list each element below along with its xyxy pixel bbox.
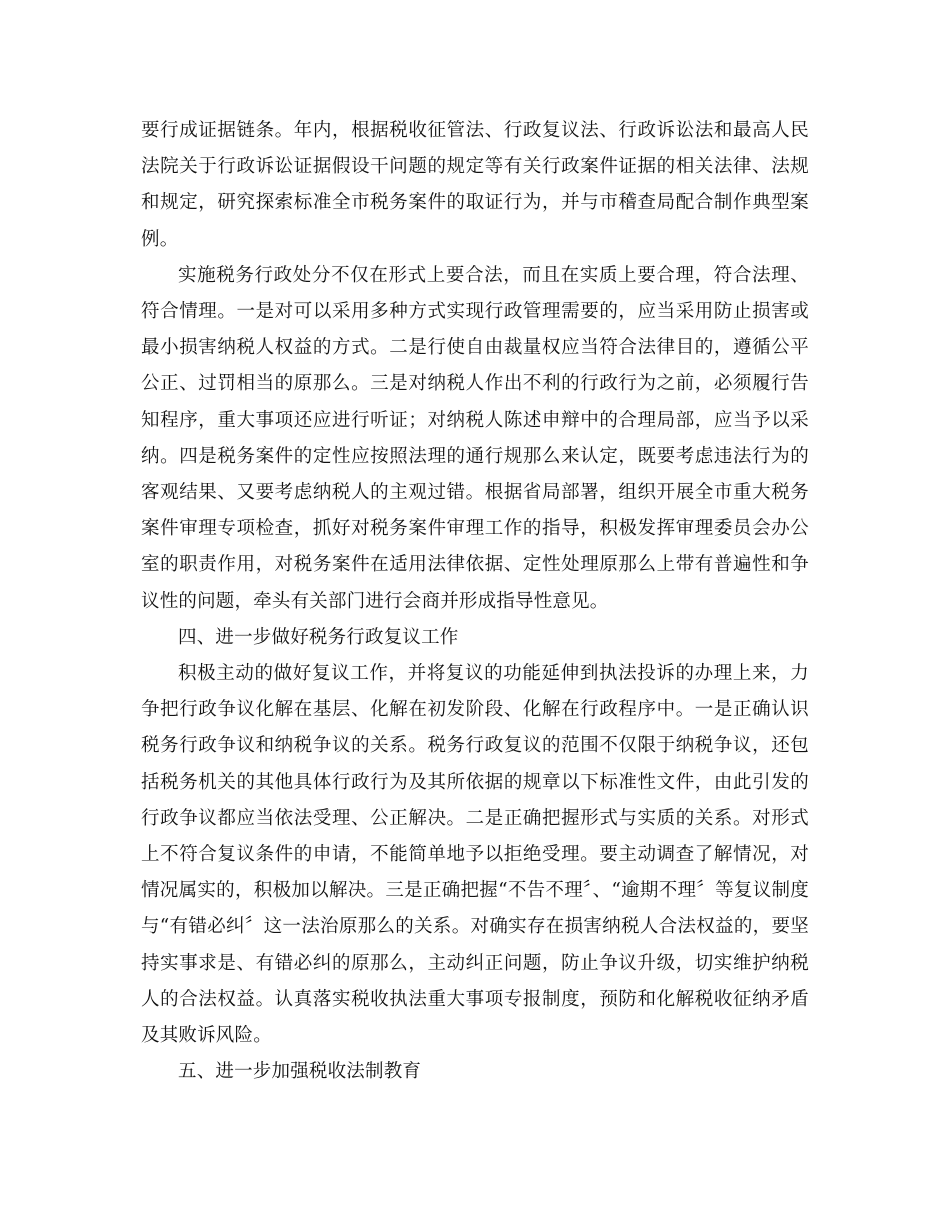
paragraph-review-work: 积极主动的做好复议工作，并将复议的功能延伸到执法投诉的办理上来，力争把行政争议化解在基层、化解在初发阶段、化解在行政程序中。一是正确认识税务行政争议和纳税争议的关系。税务行政复议的范围不仅限于纳税争议，还包括税务机关的其他具体行政行为及其所依据的规章以下标准性文件，由此引发的行政争议都应当依法受理、公正解决。二是正确把握形式与实质的关系。对形式上不符合复议条件的申请，不能简单地予以拒绝受理。要主动调查了解情况，对情况属实的，积极加以解决。三是正确把握“不告不理〞、“逾期不理〞等复议制度与“有错必纠〞这一法治原那么的关系。对确实存在损害纳税人合法权益的，要坚持实事求是、有错必纠的原那么，主动纠正问题，防止争议升级，切实维护纳税人的合法权益。认真落实税收执法重大事项专报制度，预防和化解税收征纳矛盾及其败诉风险。 — [141, 663, 809, 1047]
document-body — [141, 113, 809, 1090]
paragraph-administrative-penalty: 实施税务行政处分不仅在形式上要合法，而且在实质上要合理，符合法理、符合情理。一是对可以采用多种方式实现行政管理需要的，应当采用防止损害或最小损害纳税人权益的方式。二是行使自由裁量权应当符合法律目的，遵循公平公正、过罚相当的原那么。三是对纳税人作出不利的行政行为之前，必须履行告知程序，重大事项还应进行听证；对纳税人陈述申辩中的合理局部，应当予以采纳。四是税务案件的定性应按照法理的通行规那么来认定，既要考虑违法行为的客观结果、又要考虑纳税人的主观过错。根据省局部署，组织开展全市重大税务案件审理专项检查，抓好对税务案件审理工作的指导，积极发挥审理委员会办公室的职责作用，对税务案件在适用法律依据、定性处理原那么上带有普遍性和争议性的问题，牵头有关部门进行会商并形成指导性意见。 — [141, 264, 809, 612]
section-heading-legal-education: 五、进一步加强税收法制教育 — [178, 1061, 422, 1083]
section-heading-administrative-review: 四、进一步做好税务行政复议工作 — [178, 626, 459, 648]
paragraph-evidence-chain: 要行成证据链条。年内，根据税收征管法、行政复议法、行政诉讼法和最高人民法院关于行政诉讼证据假设干问题的规定等有关行政案件证据的相关法律、法规和规定，研究探索标准全市税务案件的取证行为，并与市稽查局配合制作典型案例。 — [141, 120, 809, 250]
